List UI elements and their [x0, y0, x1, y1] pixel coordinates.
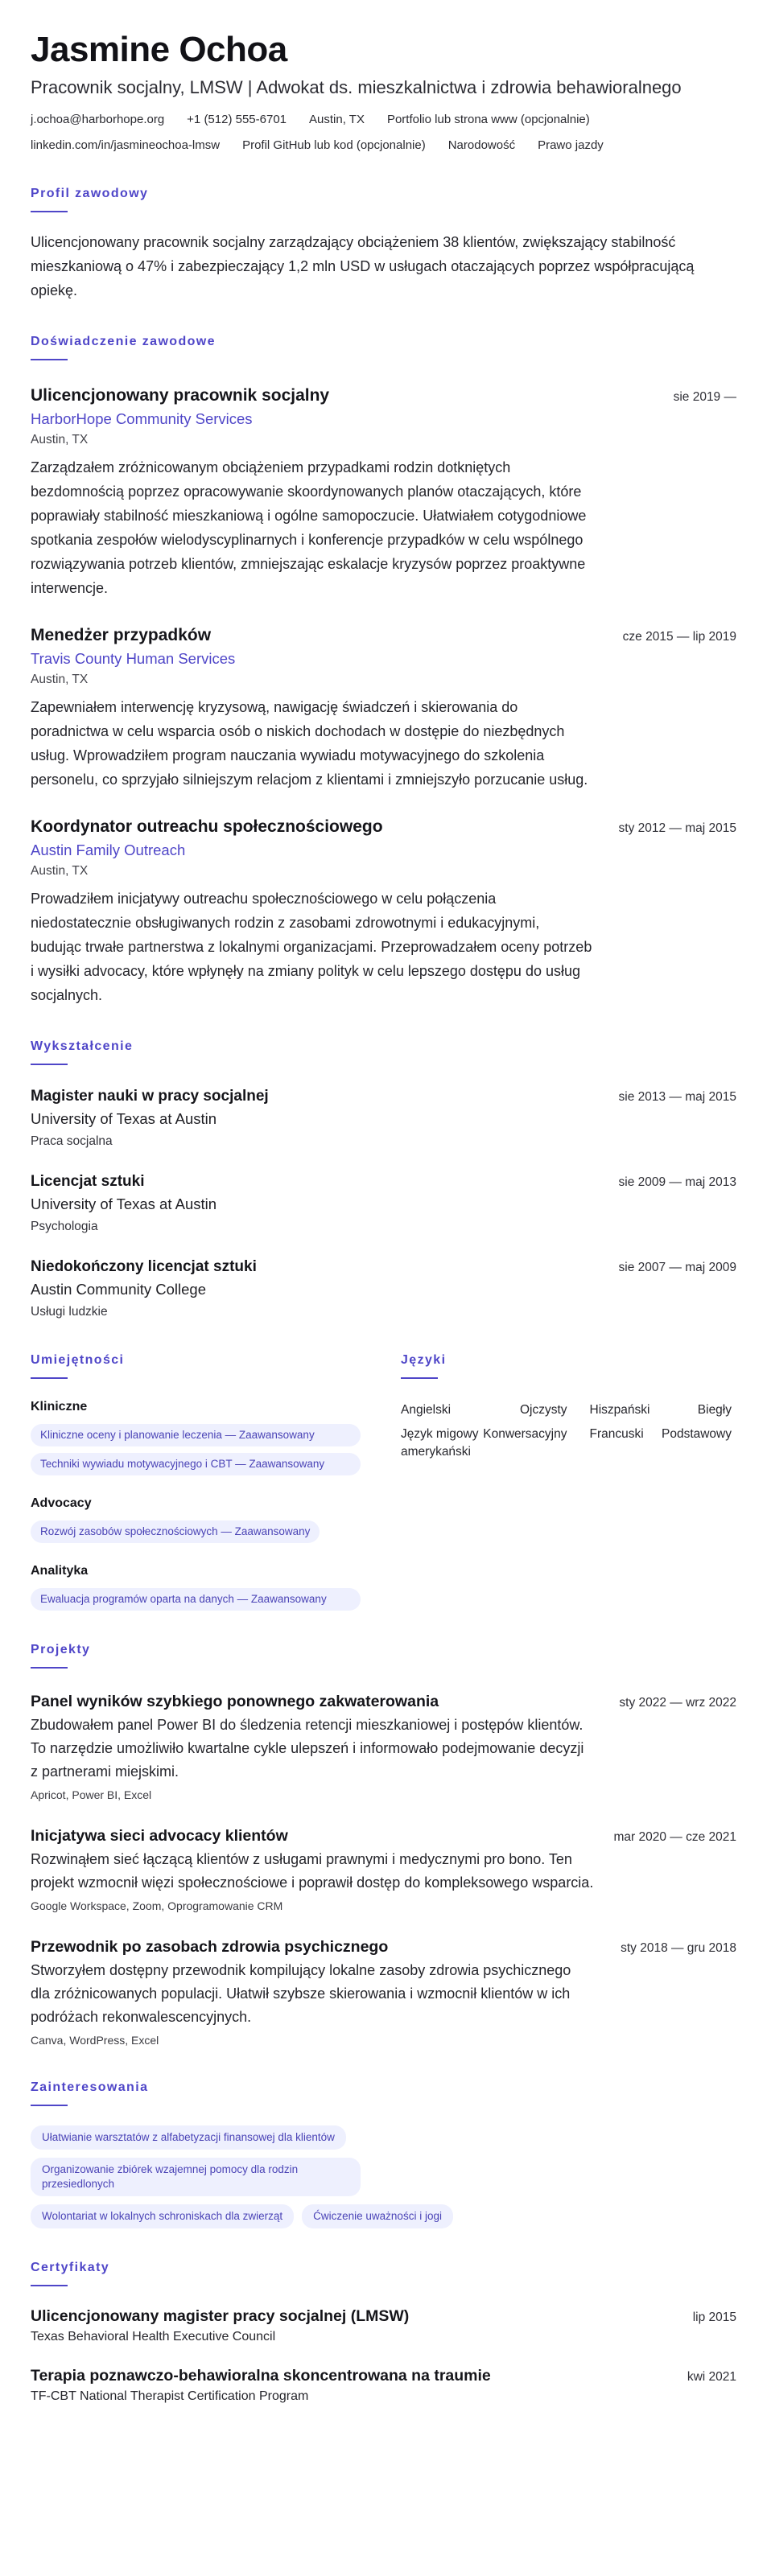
project-date: sty 2018 — gru 2018 — [621, 1941, 736, 1955]
skill-chip: Techniki wywiadu motywacyjnego i CBT — Zaawansowany — [31, 1453, 361, 1475]
education-school: University of Texas at Austin — [31, 1110, 217, 1127]
education-date: sie 2007 — maj 2009 — [618, 1261, 736, 1274]
experience-section — [31, 333, 736, 1007]
education-date: sie 2013 — maj 2015 — [618, 1090, 736, 1104]
job-company: Travis County Human Services — [31, 650, 236, 667]
education-section — [31, 1038, 736, 1321]
section-title: Umiejętności — [31, 1353, 125, 1367]
skill-group-name: Analityka — [31, 1564, 89, 1578]
profile-section — [31, 185, 736, 302]
skill-group-name: Kliniczne — [31, 1400, 88, 1414]
section-divider — [31, 211, 68, 212]
language-level: Podstawowy — [661, 1427, 732, 1441]
section-divider — [401, 1377, 438, 1379]
skills-languages-row — [31, 1352, 736, 1611]
section-title: Doświadczenie zawodowe — [31, 335, 216, 348]
header — [31, 29, 736, 154]
project-title: Inicjatywa sieci advocacy klientów — [31, 1827, 288, 1845]
certification-date: kwi 2021 — [687, 2370, 736, 2384]
contact-linkedin[interactable]: linkedin.com/in/jasmineochoa-lmsw — [31, 138, 221, 152]
job-description: Prowadziłem inicjatywy outreachu społecznościowego w celu połączenia niedostatecznie obsługiwanych rodzin z zasobami zdrowotnymi i edukacyjnymi, budując trwałe partnerstwa z lokalnymi organizacjami. Przeprowadzałem oceny potrzeb i wysiłki advocacy, które wpłynęły na zmiany polityk w celu lepszego dostępu do usług socjalnych. — [31, 891, 592, 1003]
interest-chip: Ułatwianie warsztatów z alfabetyzacji finansowej dla klientów — [31, 2125, 346, 2150]
contact-phone[interactable]: +1 (512) 555-6701 — [187, 113, 287, 126]
certification-entry — [31, 2365, 736, 2405]
candidate-name: Jasmine Ochoa — [31, 30, 287, 69]
interest-list — [31, 2125, 562, 2228]
section-title: Certyfikaty — [31, 2261, 110, 2274]
education-entry — [31, 1171, 736, 1236]
job-company: Austin Family Outreach — [31, 842, 186, 858]
education-entry — [31, 1257, 736, 1321]
language-level: Konwersacyjny — [483, 1427, 567, 1441]
interest-chip: Organizowanie zbiórek wzajemnej pomocy dla rodzin przesiedlonych — [31, 2158, 361, 2196]
section-divider — [31, 1667, 68, 1669]
job-date: sty 2012 — maj 2015 — [618, 821, 736, 835]
education-field: Usługi ludzkie — [31, 1305, 108, 1319]
project-description: Stworzyłem dostępny przewodnik kompilujący lokalne zasoby zdrowia psychicznego dla zróżnicowanych populacji. Ułatwił szybsze skierowania i wzmocnił klientów w ich podróżach rekonwalescencyjnych. — [31, 1962, 571, 2025]
project-tech: Canva, WordPress, Excel — [31, 2034, 159, 2047]
job-location: Austin, TX — [31, 673, 89, 686]
job-entry — [31, 624, 736, 792]
projects-section — [31, 1641, 736, 2048]
section-divider — [31, 1377, 68, 1379]
job-date: cze 2015 — lip 2019 — [622, 630, 736, 644]
job-date: sie 2019 — — [673, 390, 736, 404]
language-level: Biegły — [697, 1403, 732, 1417]
contact-driving-license: Prawo jazdy — [538, 138, 604, 152]
project-description: Rozwinąłem sieć łączącą klientów z usługami prawnymi i medycznymi pro bono. Ten projekt wzmocnił więzi społecznościowe i poprawił dostęp do kompleksowego wsparcia. — [31, 1851, 594, 1891]
project-date: sty 2022 — wrz 2022 — [619, 1696, 736, 1710]
project-date: mar 2020 — cze 2021 — [613, 1830, 736, 1844]
skill-group — [31, 1495, 377, 1543]
language-list — [401, 1401, 736, 1461]
job-company: HarborHope Community Services — [31, 410, 253, 427]
section-divider — [31, 2285, 68, 2286]
project-tech: Google Workspace, Zoom, Oprogramowanie CRM — [31, 1899, 283, 1912]
skill-group-name: Advocacy — [31, 1496, 92, 1510]
section-divider — [31, 2105, 68, 2106]
project-description: Zbudowałem panel Power BI do śledzenia retencji mieszkaniowej i postępów klientów. To narzędzie umożliwiło kwartalne cykle ulepszeń i informowało podejmowanie decyzji z partnerami miejskimi. — [31, 1717, 584, 1780]
interests-section — [31, 2079, 736, 2228]
certification-date: lip 2015 — [692, 2311, 736, 2324]
section-divider — [31, 1064, 68, 1065]
contact-portfolio[interactable]: Portfolio lub strona www (opcjonalnie) — [386, 113, 590, 126]
section-divider — [31, 359, 68, 360]
language-name: Francuski — [589, 1427, 644, 1441]
job-location: Austin, TX — [31, 433, 89, 446]
profile-summary: Ulicencjonowany pracownik socjalny zarządzający obciążeniem 38 klientów, zwiększający stabilność mieszkaniową o 47% i zabezpieczający 1,2 mln USD w usługach otaczających poprzez współpracującą opiekę. — [31, 234, 695, 298]
headline: Pracownik socjalny, LMSW | Adwokat ds. mieszkalnictwa i zdrowia behawioralnego — [31, 77, 682, 97]
education-degree: Licencjat sztuki — [31, 1173, 145, 1190]
language-name: Język migowy amerykański — [401, 1427, 479, 1459]
skill-chip: Rozwój zasobów społecznościowych — Zaawansowany — [31, 1520, 320, 1543]
project-tech: Apricot, Power BI, Excel — [31, 1788, 152, 1801]
certification-entry — [31, 2306, 736, 2346]
skill-chip: Ewaluacja programów oparta na danych — Zaawansowany — [31, 1588, 361, 1611]
project-entry — [31, 1825, 736, 1914]
skill-group — [31, 1562, 377, 1611]
certification-org: Texas Behavioral Health Executive Council — [31, 2330, 276, 2344]
languages-section — [401, 1352, 736, 1611]
language-name: Hiszpański — [589, 1403, 650, 1417]
contact-nationality: Narodowość — [447, 138, 516, 152]
education-degree: Niedokończony licencjat sztuki — [31, 1258, 257, 1275]
certification-org: TF-CBT National Therapist Certification Program — [31, 2389, 309, 2403]
interest-chip: Ćwiczenie uważności i jogi — [302, 2204, 453, 2228]
education-school: Austin Community College — [31, 1281, 206, 1298]
contact-email[interactable]: j.ochoa@harborhope.org — [31, 113, 165, 126]
skills-section — [31, 1352, 377, 1611]
language-level: Ojczysty — [519, 1403, 567, 1417]
section-title: Projekty — [31, 1643, 91, 1656]
certifications-section — [31, 2259, 736, 2405]
section-title: Profil zawodowy — [31, 187, 149, 200]
certification-title: Ulicencjonowany magister pracy socjalnej (LMSW) — [31, 2307, 410, 2325]
education-degree: Magister nauki w pracy socjalnej — [31, 1088, 269, 1105]
contact-list — [31, 111, 736, 154]
job-title: Koordynator outreachu społecznościowego — [31, 817, 383, 836]
skill-chip: Kliniczne oceny i planowanie leczenia — Zaawansowany — [31, 1424, 361, 1446]
job-title: Ulicencjonowany pracownik socjalny — [31, 386, 330, 405]
education-date: sie 2009 — maj 2013 — [618, 1175, 736, 1189]
job-location: Austin, TX — [31, 864, 89, 878]
section-title: Wykształcenie — [31, 1039, 134, 1053]
education-field: Psychologia — [31, 1220, 98, 1233]
project-entry — [31, 1691, 736, 1803]
project-title: Przewodnik po zasobach zdrowia psychicznego — [31, 1938, 389, 1956]
section-title: Języki — [401, 1353, 447, 1367]
skill-group — [31, 1398, 377, 1475]
education-field: Praca socjalna — [31, 1134, 113, 1148]
job-description: Zapewniałem interwencję kryzysową, nawigację świadczeń i skierowania do poradnictwa w celu wsparcia osób o niskich dochodach w dostępie do niezbędnych usług. Wprowadziłem program nauczania wywiadu motywacyjnego do szkolenia personelu, co sprzyjało silniejszym relacjom z klientami i zmniejszyło porzucanie usług. — [31, 699, 588, 788]
section-title: Zainteresowania — [31, 2080, 149, 2094]
contact-location: Austin, TX — [309, 113, 365, 126]
job-description: Zarządzałem zróżnicowanym obciążeniem przypadkami rodzin dotkniętych bezdomnością poprzez opracowywanie skoordynowanych planów otaczających, które poprawiały stabilność mieszkaniową i ogólne samopoczucie. Ułatwiałem cotygodniowe spotkania zespołów wielodyscyplinarnych i konferencje przypadków w celu wspólnego rozwiązywania potrzeb klientów, zmniejszając eskalacje kryzysów poprzez proaktywne interwencje. — [31, 459, 587, 596]
language-name: Angielski — [401, 1403, 452, 1417]
job-title: Menedżer przypadków — [31, 626, 212, 644]
interest-chip: Wolontariat w lokalnych schroniskach dla zwierząt — [31, 2204, 294, 2228]
education-entry — [31, 1086, 736, 1150]
project-entry — [31, 1936, 736, 2048]
project-title: Panel wyników szybkiego ponownego zakwaterowania — [31, 1693, 439, 1710]
job-entry — [31, 385, 736, 600]
education-school: University of Texas at Austin — [31, 1195, 217, 1212]
certification-title: Terapia poznawczo-behawioralna skoncentrowana na traumie — [31, 2367, 491, 2385]
contact-github[interactable]: Profil GitHub lub kod (opcjonalnie) — [242, 138, 426, 152]
job-entry — [31, 816, 736, 1007]
